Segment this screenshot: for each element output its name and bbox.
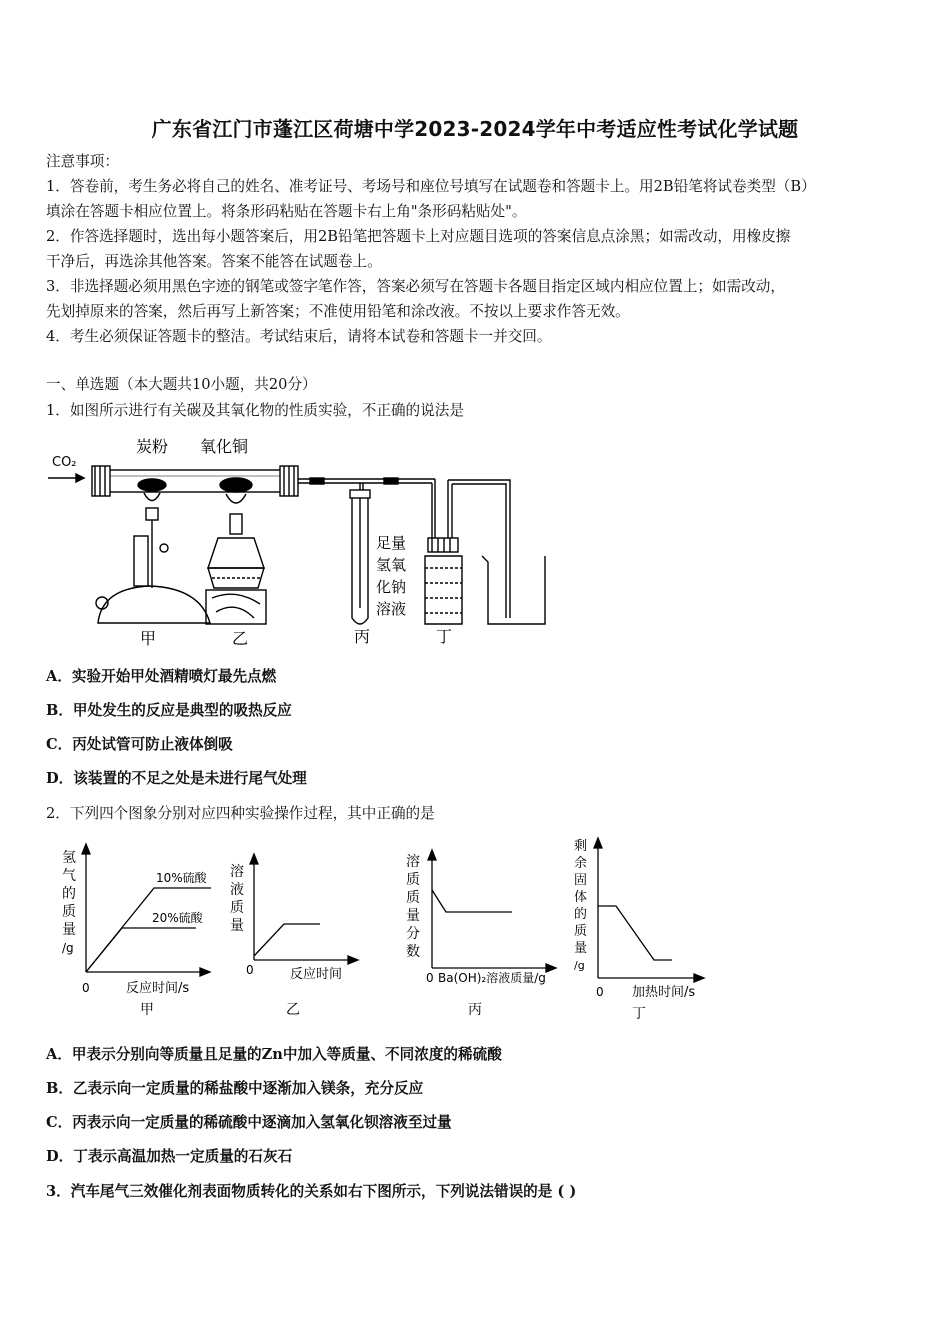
graph-name: 乙 [286,1002,300,1018]
notice-line: 先划掉原来的答案，然后再写上新答案；不准使用铅笔和涂改液。不按以上要求作答无效。 [46,303,630,320]
naoh-label: 化钠 [376,578,407,596]
axis-label: 质 [230,900,244,916]
axis-label: 的 [62,886,76,902]
q1-option-b[interactable]: B．甲处发生的反应是典型的吸热反应 [46,702,292,719]
axis-label: 质 [574,924,588,939]
q1-option-d[interactable]: D．该装置的不足之处是未进行尾气处理 [46,770,307,787]
notice-line: 填涂在答题卡相应位置上。将条形码粘贴在答题卡右上角"条形码粘贴处"。 [46,203,527,220]
apparatus-label: 丙 [354,627,371,646]
axis-label: 分 [406,926,420,942]
section-heading: 一、单选题（本大题共10小题，共20分） [46,376,317,393]
axis-label: 量 [574,941,588,956]
notice-heading: 注意事项： [46,153,119,170]
origin-label: 0 [246,963,254,977]
origin-label: 0 [82,981,90,995]
axis-label: 质 [62,904,76,920]
origin-label: 0 [426,971,434,985]
q2-option-d[interactable]: D．丁表示高温加热一定质量的石灰石 [46,1148,293,1165]
carbon-label: 炭粉 [136,437,169,456]
co2-label: CO₂ [52,455,77,470]
axis-label: 量 [62,922,76,938]
axis-label: 溶 [230,864,244,880]
q2-option-b[interactable]: B．乙表示向一定质量的稀盐酸中逐渐加入镁条，充分反应 [46,1080,424,1097]
question-2-stem: 2．下列四个图象分别对应四种实验操作过程，其中正确的是 [46,805,435,822]
cuo-label: 氧化铜 [200,437,249,456]
x-axis-label: 加热时间/s [632,985,696,1000]
graph-yi [226,852,366,1022]
axis-label: 量 [230,918,244,934]
x-axis-label: Ba(OH)₂溶液质量/g [438,971,546,985]
axis-label: /g [62,941,74,955]
q2-option-a[interactable]: A．甲表示分别向等质量且足量的Zn中加入等质量、不同浓度的稀硫酸 [46,1046,502,1063]
notice-line: 3．非选择题必须用黑色字迹的钢笔或签字笔作答，答案必须写在答题卡各题目指定区域内相应位置上；如需改动， [46,278,785,295]
naoh-label: 溶液 [376,600,407,618]
axis-label: 剩 [574,839,588,854]
graph-ding [570,834,720,1024]
q2-option-c[interactable]: C．丙表示向一定质量的稀硫酸中逐滴加入氢氧化钡溶液至过量 [46,1114,452,1131]
apparatus-label: 丁 [436,627,453,646]
notice-line: 4．考生必须保证答题卡的整洁。考试结束后，请将本试卷和答题卡一并交回。 [46,328,552,345]
notice-line: 干净后，再选涂其他答案。答案不能答在试题卷上。 [46,253,382,270]
axis-label: 质 [406,872,420,888]
axis-label: 的 [574,907,588,922]
apparatus-label: 乙 [232,629,249,648]
x-axis-label: 反应时间/s [126,981,190,996]
q1-option-c[interactable]: C．丙处试管可防止液体倒吸 [46,736,233,753]
axis-label: 余 [574,856,588,871]
notice-line: 1．答卷前，考生务必将自己的姓名、准考证号、考场号和座位号填写在试题卷和答题卡上。用2B铅笔将试卷类型（B） [46,178,816,195]
axis-label: 液 [230,882,244,898]
axis-label: 氢 [62,850,76,866]
q1-option-a[interactable]: A．实验开始甲处酒精喷灯最先点燃 [46,668,277,685]
apparatus-label: 甲 [140,629,157,648]
graph-jia [56,840,226,1025]
axis-label: 固 [574,873,588,888]
series-label: 20%硫酸 [152,911,203,925]
axis-label: /g [574,959,585,972]
graph-name: 甲 [140,1002,154,1018]
axis-label: 量 [406,908,420,924]
naoh-label: 氢氧 [376,556,407,574]
series-label: 10%硫酸 [156,871,207,885]
question-1-stem: 1．如图所示进行有关碳及其氧化物的性质实验，不正确的说法是 [46,402,464,419]
axis-label: 体 [574,890,588,905]
notice-line: 2．作答选择题时，选出每小题答案后，用2B铅笔把答题卡上对应题目选项的答案信息点涂黑；如需改动，用橡皮擦 [46,228,791,245]
axis-label: 质 [406,890,420,906]
page-title: 广东省江门市蓬江区荷塘中学2023-2024学年中考适应性考试化学试题 [151,117,799,141]
axis-label: 数 [406,944,420,960]
graph-name: 丁 [632,1006,646,1022]
x-axis-label: 反应时间 [290,967,343,982]
naoh-label: 足量 [376,534,407,552]
question-3-stem: 3．汽车尾气三效催化剂表面物质转化的关系如右下图所示，下列说法错误的是 ( ) [46,1183,577,1200]
origin-label: 0 [596,985,604,999]
graph-bing [400,848,570,1022]
axis-label: 气 [62,868,76,884]
graph-name: 丙 [468,1002,482,1018]
apparatus-figure [40,428,560,653]
axis-label: 溶 [406,854,420,870]
